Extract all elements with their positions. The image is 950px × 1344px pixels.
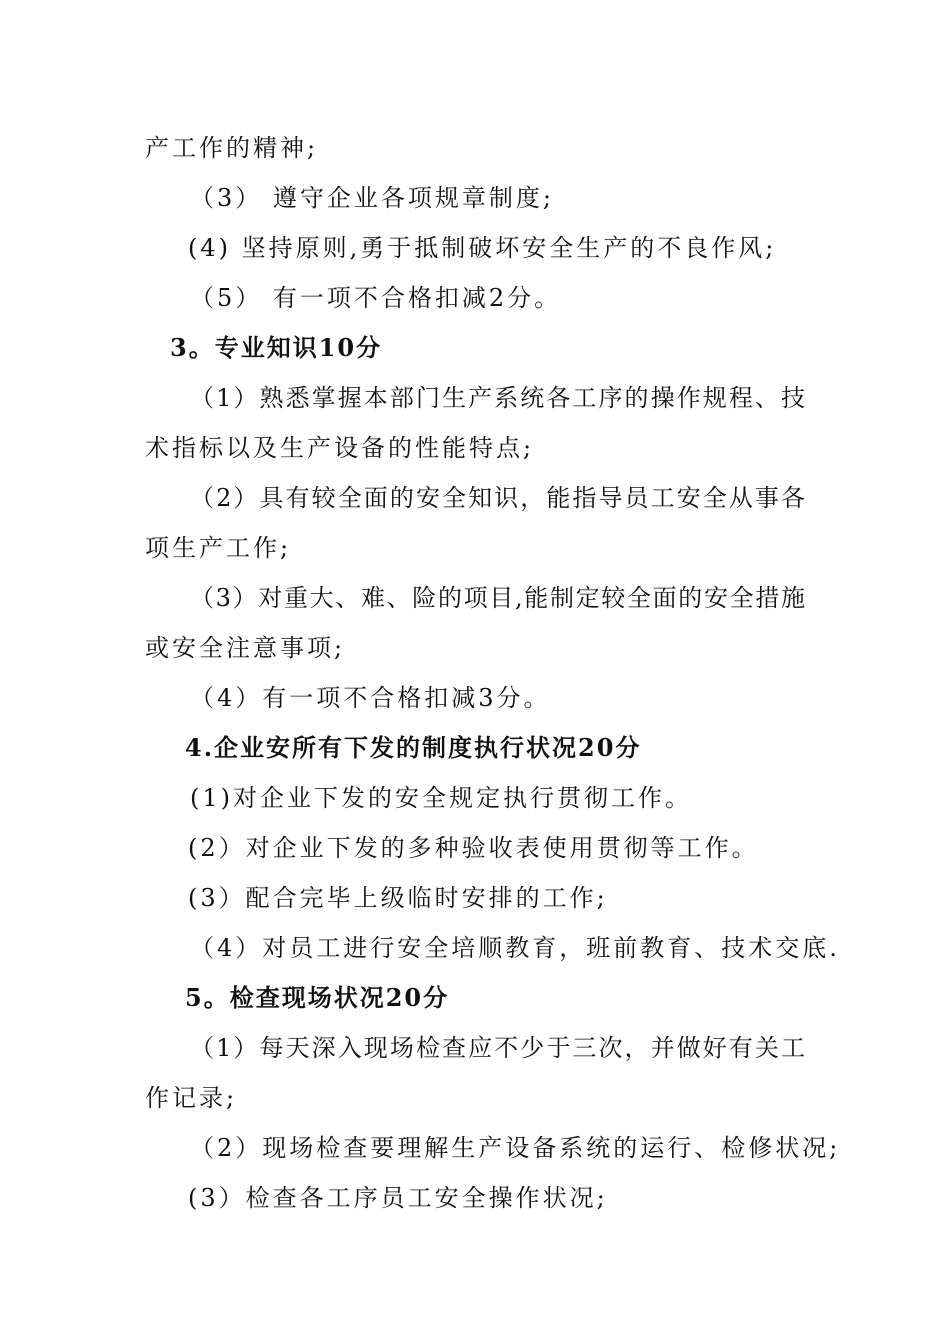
list-item: （5） 有一项不合格扣减2分。 [190, 284, 562, 312]
list-item: （2）具有较全面的安全知识，能指导员工安全从事各 [190, 484, 805, 512]
text-line: 作记录; [145, 1084, 238, 1112]
list-item: （1）熟悉掌握本部门生产系统各工序的操作规程、技 [190, 384, 805, 412]
list-item: (3）检查各工序员工安全操作状况; [188, 1184, 608, 1212]
list-item: (4) 坚持原则,勇于抵制破坏安全生产的不良作风; [188, 234, 777, 262]
text-line: 项生产工作; [145, 534, 292, 562]
list-item: （3）对重大、难、险的项目,能制定较全面的安全措施 [190, 584, 805, 612]
list-item: (2）对企业下发的多种验收表使用贯彻等工作。 [188, 834, 759, 862]
list-item: （4）有一项不合格扣减3分。 [190, 684, 551, 712]
list-item: （1）每天深入现场检查应不少于三次，并做好有关工 [190, 1034, 805, 1062]
section-heading: 4.企业安所有下发的制度执行状况20分 [185, 733, 642, 762]
list-item: （2）现场检查要理解生产设备系统的运行、检修状况; [190, 1134, 841, 1162]
text-line: 或安全注意事项; [145, 634, 346, 662]
text-line: 产工作的精神; [145, 134, 319, 162]
list-item: （3） 遵守企业各项规章制度; [190, 184, 554, 212]
section-heading: 3。专业知识10分 [170, 333, 383, 362]
list-item: (3）配合完毕上级临时安排的工作; [188, 884, 608, 912]
section-heading: 5。检查现场状况20分 [185, 983, 450, 1012]
list-item: （4）对员工进行安全培顺教育，班前教育、技术交底. [190, 934, 840, 962]
text-line: 术指标以及生产设备的性能特点; [145, 434, 535, 462]
list-item: (1)对企业下发的安全规定执行贯彻工作。 [190, 784, 692, 812]
